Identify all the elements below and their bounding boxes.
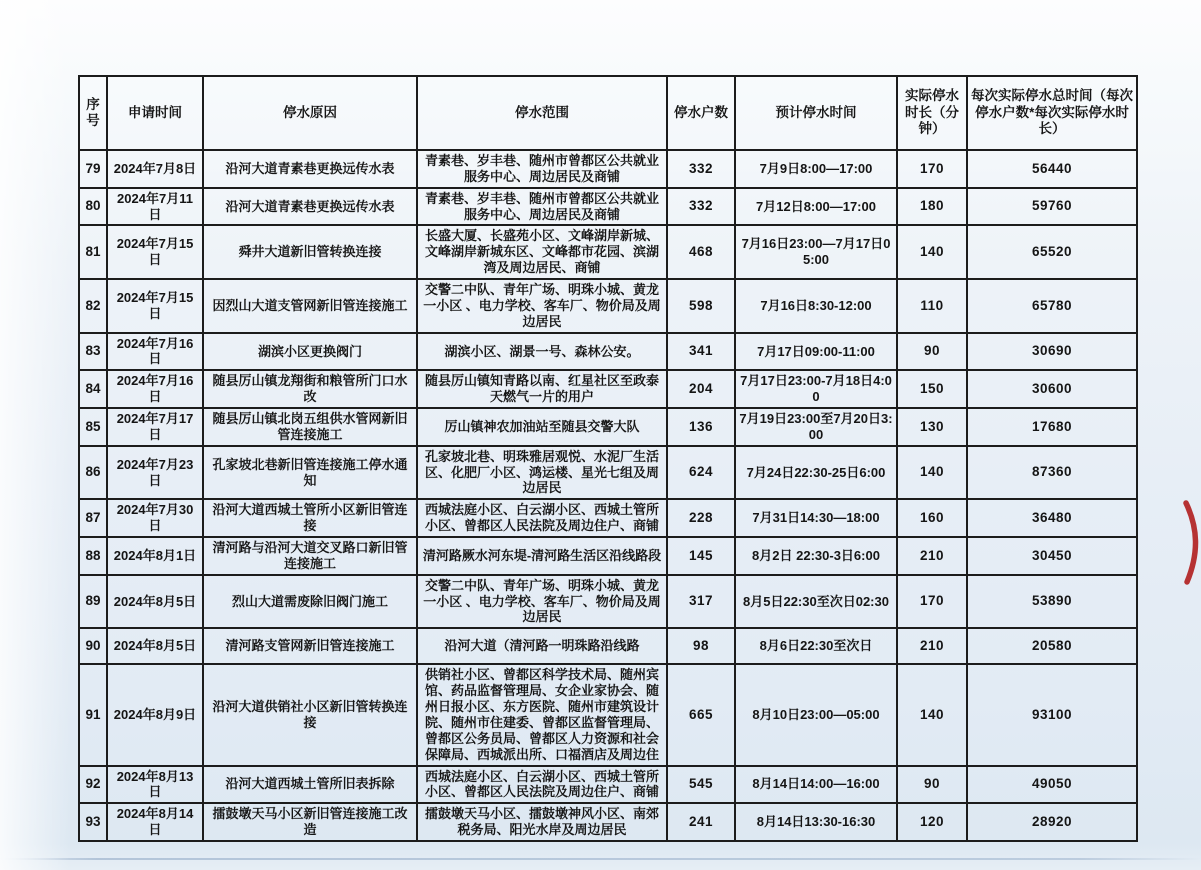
cell-apply_date: 2024年7月15日: [107, 279, 203, 333]
cell-households: 317: [667, 575, 735, 629]
cell-index: 91: [79, 664, 107, 765]
cell-reason: 随县厉山镇北岗五组供水管网新旧管连接施工: [203, 408, 417, 446]
cell-planned_time: 7月16日8:30-12:00: [735, 279, 897, 333]
cell-reason: 因烈山大道支管网新旧管连接施工: [203, 279, 417, 333]
table-row: [79, 537, 1137, 575]
cell-reason: 沿河大道西城土管所小区新旧管连接: [203, 499, 417, 537]
cell-apply_date: 2024年8月5日: [107, 575, 203, 629]
cell-total_time: 17680: [967, 408, 1137, 446]
cell-scope: 交警二中队、青年广场、明珠小城、黄龙一小区 、电力学校、客车厂、物价局及周边居民: [417, 575, 667, 629]
cell-apply_date: 2024年7月16日: [107, 333, 203, 371]
cell-actual_minutes: 90: [897, 333, 967, 371]
cell-apply_date: 2024年8月1日: [107, 537, 203, 575]
cell-planned_time: 7月17日23:00-7月18日4:00: [735, 370, 897, 408]
cell-reason: 湖滨小区更换阀门: [203, 333, 417, 371]
cell-index: 93: [79, 803, 107, 841]
cell-actual_minutes: 210: [897, 628, 967, 664]
cell-actual_minutes: 170: [897, 150, 967, 188]
cell-total_time: 53890: [967, 575, 1137, 629]
cell-scope: 湖滨小区、湖景一号、森林公安。: [417, 333, 667, 371]
cell-actual_minutes: 140: [897, 664, 967, 765]
cell-total_time: 65520: [967, 225, 1137, 279]
cell-reason: 清河路与沿河大道交叉路口新旧管连接施工: [203, 537, 417, 575]
table-row: [79, 446, 1137, 500]
table-row: [79, 188, 1137, 226]
table-row: [79, 279, 1137, 333]
cell-reason: 沿河大道青素巷更换远传水表: [203, 188, 417, 226]
cell-actual_minutes: 170: [897, 575, 967, 629]
cell-households: 241: [667, 803, 735, 841]
cell-households: 228: [667, 499, 735, 537]
cell-total_time: 65780: [967, 279, 1137, 333]
cell-index: 87: [79, 499, 107, 537]
cell-apply_date: 2024年7月15日: [107, 225, 203, 279]
paper-edge-highlight: [0, 0, 70, 870]
water-outage-table: [78, 75, 1138, 842]
cell-scope: 长盛大厦、长盛苑小区、文峰湖岸新城、文峰湖岸新城东区、文峰都市花园、滨湖湾及周边居民、商铺: [417, 225, 667, 279]
cell-apply_date: 2024年7月23日: [107, 446, 203, 500]
cell-actual_minutes: 90: [897, 766, 967, 804]
cell-planned_time: 7月16日23:00—7月17日05:00: [735, 225, 897, 279]
table-row: [79, 408, 1137, 446]
cell-households: 145: [667, 537, 735, 575]
column-header-scope: 停水范围: [417, 76, 667, 150]
cell-index: 79: [79, 150, 107, 188]
column-header-actual_minutes: 实际停水时长（分钟）: [897, 76, 967, 150]
cell-households: 545: [667, 766, 735, 804]
cell-households: 341: [667, 333, 735, 371]
table-row: [79, 628, 1137, 664]
cell-planned_time: 8月5日22:30至次日02:30: [735, 575, 897, 629]
cell-total_time: 30690: [967, 333, 1137, 371]
cell-total_time: 56440: [967, 150, 1137, 188]
cell-index: 92: [79, 766, 107, 804]
cell-households: 204: [667, 370, 735, 408]
table-row: [79, 225, 1137, 279]
column-header-total_time: 每次实际停水总时间（每次停水户数*每次实际停水时长）: [967, 76, 1137, 150]
cell-planned_time: 8月10日23:00—05:00: [735, 664, 897, 765]
cell-planned_time: 7月12日8:00—17:00: [735, 188, 897, 226]
cell-reason: 孔家坡北巷新旧管连接施工停水通知: [203, 446, 417, 500]
cell-index: 84: [79, 370, 107, 408]
table-row: [79, 803, 1137, 841]
table-row: [79, 370, 1137, 408]
cell-scope: 交警二中队、青年广场、明珠小城、黄龙一小区 、电力学校、客车厂、物价局及周边居民: [417, 279, 667, 333]
table-row: [79, 499, 1137, 537]
cell-actual_minutes: 110: [897, 279, 967, 333]
cell-scope: 供销社小区、曾都区科学技术局、随州宾馆、药品监督管理局、女企业家协会、随州日报小区、东方医院、随州市建筑设计院、随州市住建委、曾都区监督管理局、曾都区公务员局、曾都区人力资源和社会保障局、西城派出所、口福酒店及周边住: [417, 664, 667, 765]
cell-index: 89: [79, 575, 107, 629]
cell-reason: 擂鼓墩天马小区新旧管连接施工改造: [203, 803, 417, 841]
cell-planned_time: 8月6日22:30至次日: [735, 628, 897, 664]
cell-planned_time: 8月14日13:30-16:30: [735, 803, 897, 841]
cell-actual_minutes: 180: [897, 188, 967, 226]
cell-apply_date: 2024年8月14日: [107, 803, 203, 841]
cell-total_time: 49050: [967, 766, 1137, 804]
cell-apply_date: 2024年7月16日: [107, 370, 203, 408]
cell-apply_date: 2024年8月5日: [107, 628, 203, 664]
cell-total_time: 28920: [967, 803, 1137, 841]
cell-scope: 随县厉山镇知青路以南、红星社区至政泰天燃气一片的用户: [417, 370, 667, 408]
cell-households: 98: [667, 628, 735, 664]
cell-scope: 清河路厥水河东堤-清河路生活区沿线路段: [417, 537, 667, 575]
table-row: [79, 766, 1137, 804]
cell-apply_date: 2024年7月8日: [107, 150, 203, 188]
cell-planned_time: 7月24日22:30-25日6:00: [735, 446, 897, 500]
cell-index: 83: [79, 333, 107, 371]
table-header-row: [79, 76, 1137, 150]
cell-total_time: 36480: [967, 499, 1137, 537]
cell-apply_date: 2024年8月9日: [107, 664, 203, 765]
cell-actual_minutes: 210: [897, 537, 967, 575]
table-row: [79, 150, 1137, 188]
cell-index: 80: [79, 188, 107, 226]
cell-actual_minutes: 120: [897, 803, 967, 841]
cell-total_time: 30450: [967, 537, 1137, 575]
cell-scope: 西城法庭小区、白云湖小区、西城土管所小区、曾都区人民法院及周边住户、商铺: [417, 499, 667, 537]
cell-actual_minutes: 150: [897, 370, 967, 408]
cell-scope: 西城法庭小区、白云湖小区、西城土管所小区、曾都区人民法院及周边住户、商铺: [417, 766, 667, 804]
cell-households: 332: [667, 150, 735, 188]
cell-apply_date: 2024年7月30日: [107, 499, 203, 537]
cell-households: 332: [667, 188, 735, 226]
cell-reason: 沿河大道西城土管所旧表拆除: [203, 766, 417, 804]
cell-households: 598: [667, 279, 735, 333]
cell-actual_minutes: 130: [897, 408, 967, 446]
column-header-reason: 停水原因: [203, 76, 417, 150]
cell-total_time: 20580: [967, 628, 1137, 664]
table-row: [79, 333, 1137, 371]
table-row: [79, 575, 1137, 629]
cell-index: 82: [79, 279, 107, 333]
cell-reason: 沿河大道青素巷更换远传水表: [203, 150, 417, 188]
cell-apply_date: 2024年7月11日: [107, 188, 203, 226]
cell-index: 81: [79, 225, 107, 279]
cell-reason: 清河路支管网新旧管连接施工: [203, 628, 417, 664]
cell-households: 136: [667, 408, 735, 446]
cell-index: 85: [79, 408, 107, 446]
column-header-apply_date: 申请时间: [107, 76, 203, 150]
table-body: [79, 150, 1137, 841]
cell-apply_date: 2024年8月13日: [107, 766, 203, 804]
cell-planned_time: 7月19日23:00至7月20日3:00: [735, 408, 897, 446]
cell-actual_minutes: 140: [897, 446, 967, 500]
column-header-planned_time: 预计停水时间: [735, 76, 897, 150]
cell-reason: 沿河大道供销社小区新旧管转换连接: [203, 664, 417, 765]
cell-index: 86: [79, 446, 107, 500]
cell-apply_date: 2024年7月17日: [107, 408, 203, 446]
cell-scope: 厉山镇神农加油站至随县交警大队: [417, 408, 667, 446]
column-header-index: 序号: [79, 76, 107, 150]
cell-reason: 烈山大道需废除旧阀门施工: [203, 575, 417, 629]
cell-total_time: 93100: [967, 664, 1137, 765]
column-header-households: 停水户数: [667, 76, 735, 150]
cell-total_time: 87360: [967, 446, 1137, 500]
cell-planned_time: 8月2日 22:30-3日6:00: [735, 537, 897, 575]
cell-index: 88: [79, 537, 107, 575]
cell-planned_time: 7月31日14:30—18:00: [735, 499, 897, 537]
cell-planned_time: 7月9日8:00—17:00: [735, 150, 897, 188]
cell-scope: 沿河大道（清河路一明珠路沿线路: [417, 628, 667, 664]
cell-reason: 舜井大道新旧管转换连接: [203, 225, 417, 279]
cell-households: 665: [667, 664, 735, 765]
cell-planned_time: 7月17日09:00-11:00: [735, 333, 897, 371]
cell-households: 624: [667, 446, 735, 500]
table-row: [79, 664, 1137, 765]
cell-households: 468: [667, 225, 735, 279]
cell-planned_time: 8月14日14:00—16:00: [735, 766, 897, 804]
cell-total_time: 59760: [967, 188, 1137, 226]
cell-scope: 青素巷、岁丰巷、随州市曾都区公共就业服务中心、周边居民及商铺: [417, 150, 667, 188]
cell-actual_minutes: 160: [897, 499, 967, 537]
cell-total_time: 30600: [967, 370, 1137, 408]
cell-scope: 孔家坡北巷、明珠雅居观悦、水泥厂生活区、化肥厂小区、鸿运楼、星光七组及周边居民: [417, 446, 667, 500]
cell-scope: 青素巷、岁丰巷、随州市曾都区公共就业服务中心、周边居民及商铺: [417, 188, 667, 226]
cell-index: 90: [79, 628, 107, 664]
cell-actual_minutes: 140: [897, 225, 967, 279]
cell-scope: 擂鼓墩天马小区、擂鼓墩神风小区、南郊税务局、阳光水岸及周边居民: [417, 803, 667, 841]
cell-reason: 随县厉山镇龙翔街和粮管所门口水改: [203, 370, 417, 408]
